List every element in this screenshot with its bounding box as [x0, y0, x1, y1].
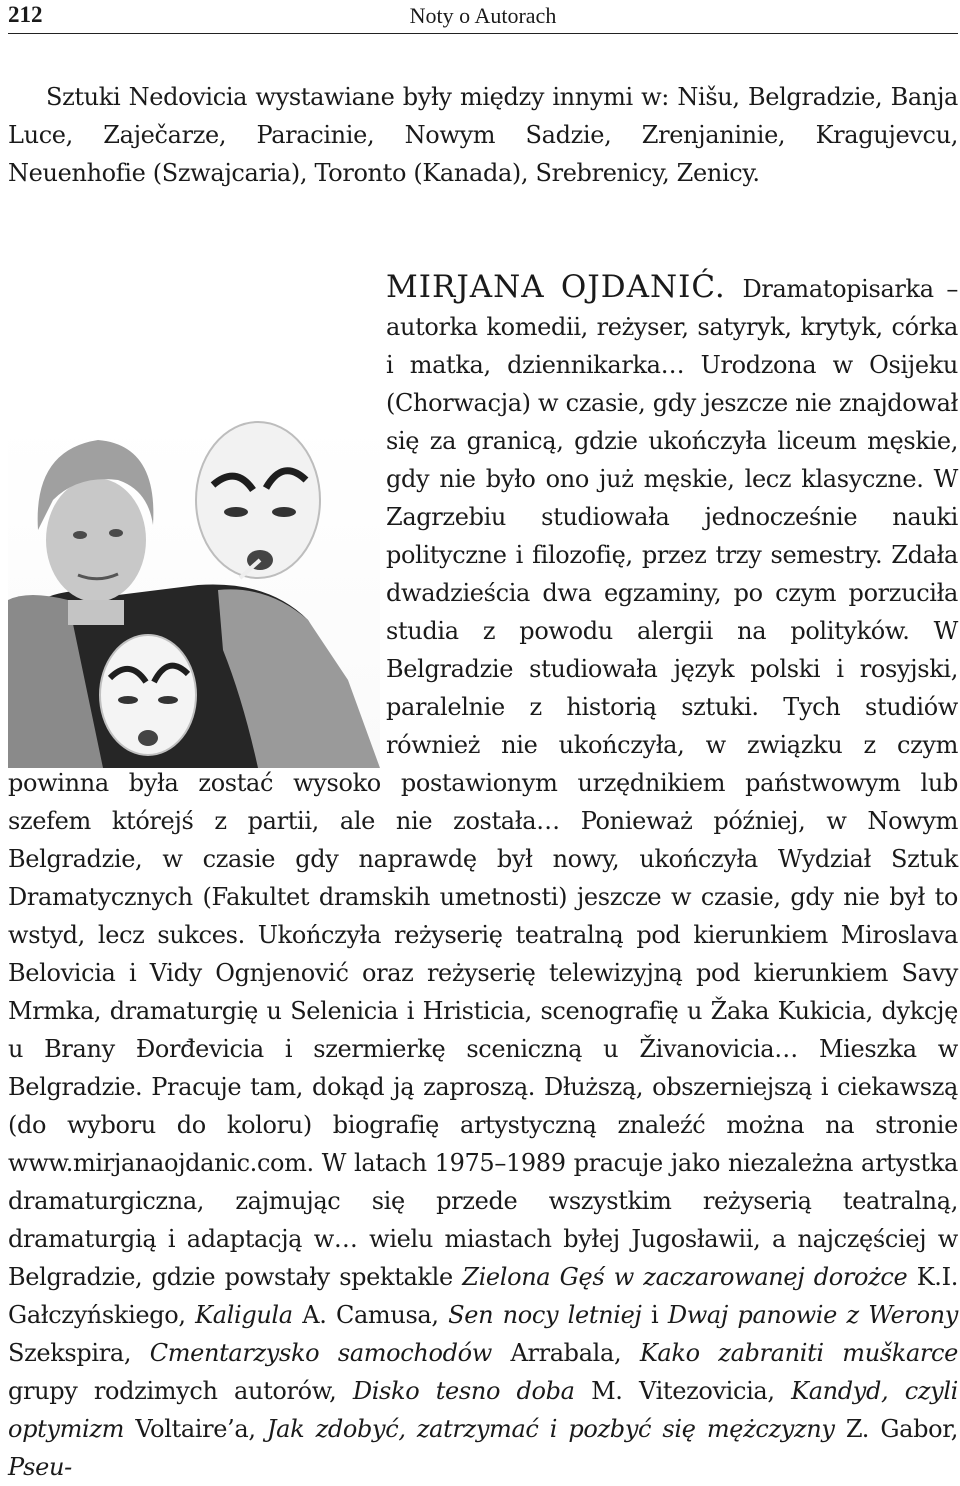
- work-title: Kako zabraniti muškarce: [639, 1339, 958, 1367]
- work-title: Cmentarzysko samochodów: [149, 1339, 492, 1367]
- work-title: Disko tesno doba: [352, 1377, 575, 1405]
- work-author: Szekspira,: [8, 1339, 150, 1367]
- work-author: M. Vitezovicia,: [574, 1377, 792, 1405]
- work-title: Kaligula: [195, 1301, 293, 1329]
- works-list: [8, 1263, 958, 1481]
- work-title: Dwaj panowie z Werony: [667, 1301, 958, 1329]
- work-author: K.I. Gałczyńskiego,: [8, 1263, 958, 1329]
- work-author: Z. Gabor,: [834, 1415, 958, 1443]
- work-author: A. Camusa,: [292, 1301, 449, 1329]
- work-author: Arrabala,: [491, 1339, 640, 1367]
- page-number: 212: [8, 2, 43, 27]
- page-header: [8, 0, 958, 34]
- author-name: MIRJANA OJDANIĆ.: [386, 269, 726, 305]
- running-head: Noty o Autorach: [409, 3, 557, 28]
- work-title: Kandyd, czyli optymizm: [8, 1377, 958, 1443]
- author-photo: [8, 420, 380, 768]
- work-title: Sen nocy letniej: [448, 1301, 642, 1329]
- work-title: Zielona Gęś w zaczarowanej dorożce: [462, 1263, 908, 1291]
- work-title: Pseu-: [8, 1453, 72, 1481]
- work-author: grupy rodzimych autorów,: [8, 1377, 353, 1405]
- paragraph-performances: Sztuki Nedovicia wystawiane były między innymi w: Nišu, Belgradzie, Banja Luce, Zaječarze, Paracinie, Nowym Sadzie, Zrenjaninie, Kragujevcu, Neuenhofie (Szwajcaria), Toronto (Kanada), Srebrenicy, Zenicy.: [8, 83, 958, 187]
- woman-face: [46, 478, 146, 602]
- bio-text: Dramatopisarka – autorka komedii, reżyser, satyryk, krytyk, córka i matka, dziennikarka… Urodzona w Osijeku (Chorwacja) w czasie, gdy jeszcze nie znajdował się za granicą, gdzie ukończyła liceum męskie, gdy nie było ono już męskie, lecz klasyczne. W Zagrzebiu studiowała jednocześnie nauki polityczne i filozofię, przez trzy semestry. Zdała dwadzieścia dwa egzaminy, po czym porzuciła studia z powodu alergii na polityków. W Belgradzie studiowała język polski i rosyjski, paralelnie z historią sztuki. Tych studiów również nie ukończyła, w związku z czym powinna była zostać wysoko postawionym urzędnikiem państwowym lub szefem którejś z partii, ale nie została… Ponieważ później, w Nowym Belgradzie, w czasie gdy naprawdę był nowy, ukończyła Wydział Sztuk Dramatycznych (Fakultet dramskih umetnosti) jeszcze w czasie, gdy nie był to wstyd, lecz sukces. Ukończyła reżyserię teatralną pod kierunkiem Miroslava Belovicia i Vidy Ognjenović oraz reżyserię telewizyjną pod kierunkiem Savy Mrmka, dramaturgię u Selenicia i Hristicia, scenografię u Žaka Kukicia, dykcję u Brany Đorđevicia i szermierkę sceniczną u Živanovicia… Mieszka w Belgradzie. Pracuje tam, dokąd ją zaproszą. Dłuższą, obszerniejszą i ciekawszą (do wyboru do koloru) biografię artystyczną znaleźć można na stronie www.mirjanaojdanic.com. W latach 1975–1989 pracuje jako niezależna artystka dramaturgiczna, zajmując się przede wszystkim reżyserią teatralną, dramaturgią i adaptacją w… wielu miastach byłej Jugosławii, a najczęściej w Belgradzie, gdzie powstały spektakle: [8, 275, 958, 1291]
- work-title: Jak zdobyć, zatrzymać i pozbyć się mężczyzny: [266, 1415, 835, 1443]
- work-author: Voltaire’a,: [124, 1415, 267, 1443]
- work-author: i: [641, 1301, 668, 1329]
